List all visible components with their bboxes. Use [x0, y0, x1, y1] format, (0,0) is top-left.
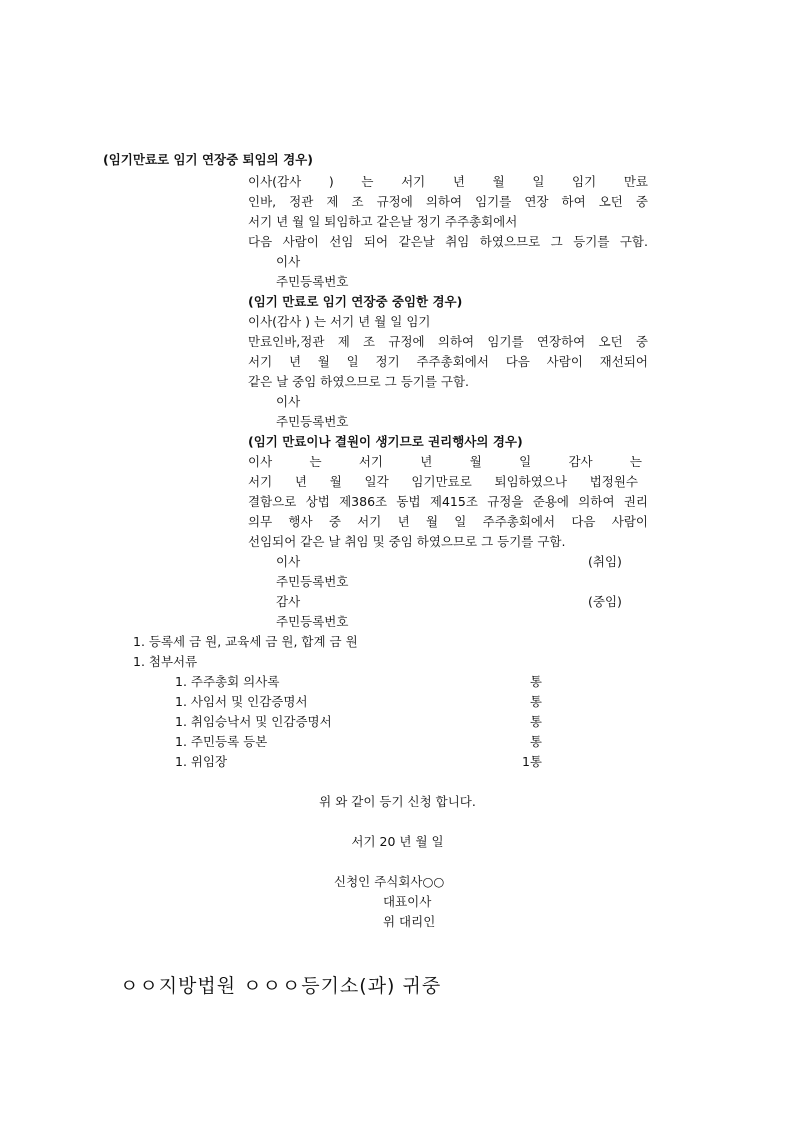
- section3-line-1: 이사 는 서기 년 월 일 감사 는: [248, 454, 642, 469]
- section3-auditor: 감사: [276, 594, 301, 609]
- attachment-item-label: 1. 사임서 및 인감증명서: [175, 694, 308, 709]
- section3-line-3: 결함으로 상법 제386조 동법 제415조 규정을 준용에 의하여 권리: [248, 494, 648, 509]
- section2-line-1: 이사(감사 ) 는 서기 년 월 일 임기: [248, 314, 431, 329]
- section1-line-2: 인바, 정관 제 조 규정에 의하여 임기를 연장 하여 오던 중: [248, 194, 648, 209]
- section3-heading: (임기 만료이나 결원이 생기므로 권리행사의 경우): [248, 434, 523, 449]
- section3-rrn-1: 주민등록번호: [276, 574, 349, 589]
- attachments-title: 1. 첨부서류: [133, 654, 198, 669]
- section3-auditor-note: (중임): [588, 594, 622, 609]
- closing-statement: 위 와 같이 등기 신청 합니다.: [319, 794, 476, 809]
- applicant: 신청인 주식회사○○: [334, 874, 445, 889]
- section1-line-3: 서기 년 월 일 퇴임하고 같은날 정기 주주총회에서: [248, 214, 518, 229]
- representative: 대표이사: [383, 894, 432, 909]
- section3-line-5: 선임되어 같은 날 취임 및 중임 하였으므로 그 등기를 구함.: [248, 534, 566, 549]
- section2-director: 이사: [276, 394, 301, 409]
- section1-director: 이사: [276, 254, 301, 269]
- section2-line-3: 서기 년 월 일 정기 주주총회에서 다음 사람이 재선되어: [248, 354, 648, 369]
- section2-line-4: 같은 날 중임 하였으므로 그 등기를 구함.: [248, 374, 470, 389]
- section3-line-4: 의무 행사 중 서기 년 월 일 주주총회에서 다음 사람이: [248, 514, 648, 529]
- section1-line-4: 다음 사람이 선임 되어 같은날 취임 하였으므로 그 등기를 구함.: [248, 234, 648, 249]
- section2-rrn: 주민등록번호: [276, 414, 349, 429]
- section3-director-note: (취임): [588, 554, 622, 569]
- section3-director: 이사: [276, 554, 301, 569]
- attachment-item-qty: 통: [529, 734, 542, 749]
- fees-line: 1. 등록세 금 원, 교육세 금 원, 합계 금 원: [133, 634, 358, 649]
- section1-line-1: 이사(감사 ) 는 서기 년 월 일 임기 만료: [248, 174, 648, 189]
- section1-heading: (임기만료로 임기 연장중 퇴임의 경우): [103, 152, 313, 167]
- attachment-item-qty: 통: [529, 694, 542, 709]
- attachment-item-qty: 통: [529, 714, 542, 729]
- attachment-item-label: 1. 주주총회 의사록: [175, 674, 280, 689]
- attachment-item-label: 1. 주민등록 등본: [175, 734, 268, 749]
- attachment-item-label: 1. 위임장: [175, 754, 228, 769]
- section3-line-2: 서기 년 월 일각 임기만료로 퇴임하였으나 법정원수: [248, 474, 638, 489]
- attachment-item-qty: 통: [529, 674, 542, 689]
- agent: 위 대리인: [383, 914, 436, 929]
- attachment-item-label: 1. 취임승낙서 및 인감증명서: [175, 714, 332, 729]
- court-addressee: ㅇㅇ지방법원 ㅇㅇㅇ등기소(과) 귀중: [120, 975, 442, 997]
- section1-rrn: 주민등록번호: [276, 274, 349, 289]
- section2-heading: (임기 만료로 임기 연장중 중임한 경우): [248, 294, 463, 309]
- section2-line-2: 만료인바,정관 제 조 규정에 의하여 임기를 연장하여 오던 중: [248, 334, 648, 349]
- section3-rrn-2: 주민등록번호: [276, 614, 349, 629]
- attachment-item-qty: 1통: [521, 754, 542, 769]
- closing-date: 서기 20 년 월 일: [351, 834, 444, 849]
